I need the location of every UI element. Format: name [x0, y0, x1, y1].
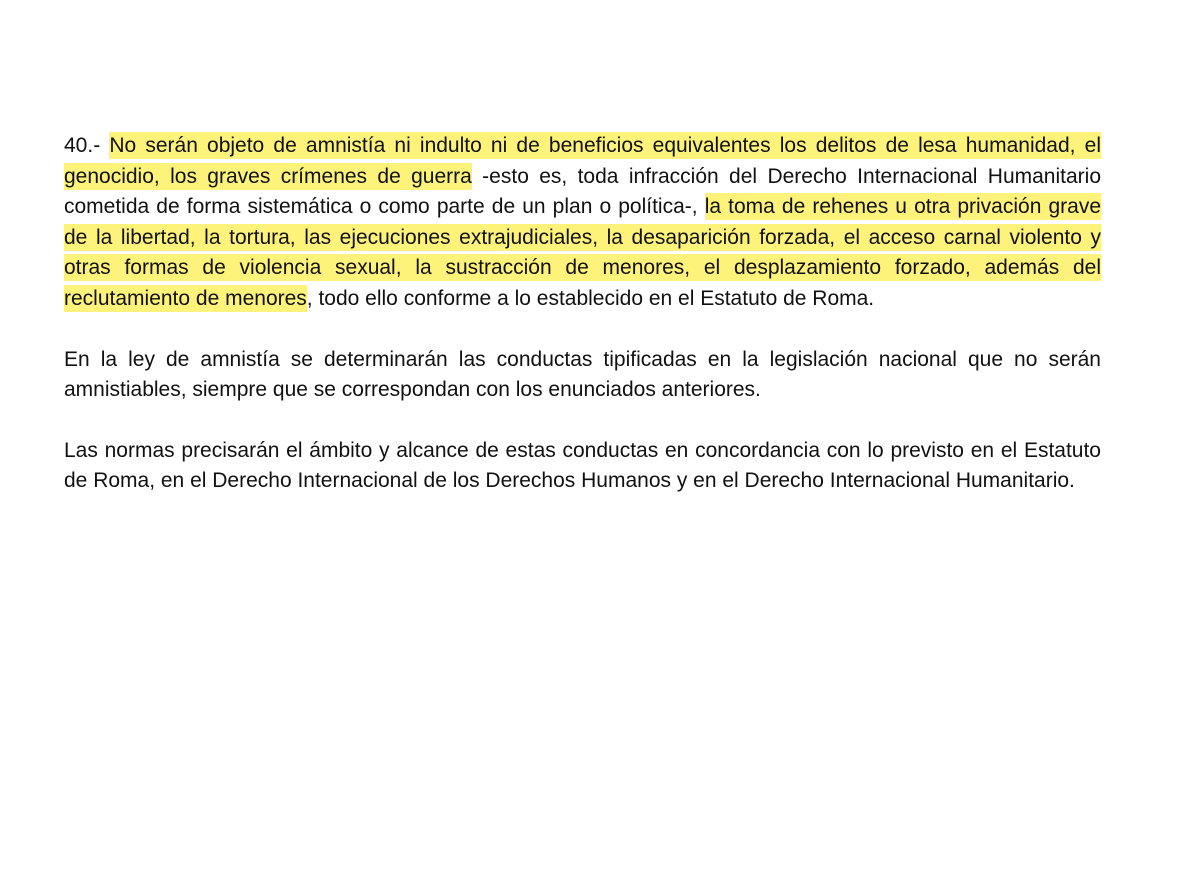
- paragraph-text: -esto es, toda infracción del Derecho Internacional Humanitario cometida de forma sistemática o como parte de un plan o política-,: [64, 164, 1101, 219]
- paragraph-text: Las normas precisarán el ámbito y alcance de estas conductas en concordancia con lo previsto en el Estatuto de Roma, en el Derecho Internacional de los Derechos Humanos y en el Derecho Internacional Humanitario.: [64, 438, 1101, 493]
- paragraph-norms: [64, 436, 1101, 497]
- paragraph-amnesty-law: [64, 345, 1101, 406]
- article-number: 40.-: [64, 134, 110, 157]
- paragraph-text: , todo ello conforme a lo establecido en el Estatuto de Roma.: [306, 286, 875, 310]
- paragraph-40: [64, 131, 1101, 315]
- document-body: [64, 131, 1101, 497]
- paragraph-text: En la ley de amnistía se determinarán las conductas tipificadas en la legislación nacional que no serán amnistiables, siempre que se correspondan con los enunciados anteriores.: [64, 347, 1101, 402]
- highlighted-text: la toma de rehenes u otra privación grave de la libertad, la tortura, las ejecuciones extrajudiciales, la desaparición forzada, el acceso carnal violento y otras formas de violencia sexual, la sustracción de menores, el desplazamiento forzado, además del reclutamiento de menores: [64, 195, 1102, 310]
- highlighted-text: No serán objeto de amnistía ni indulto ni de beneficios equivalentes los delitos de lesa humanidad, el genocidio, los graves crímenes de guerra: [64, 134, 1101, 188]
